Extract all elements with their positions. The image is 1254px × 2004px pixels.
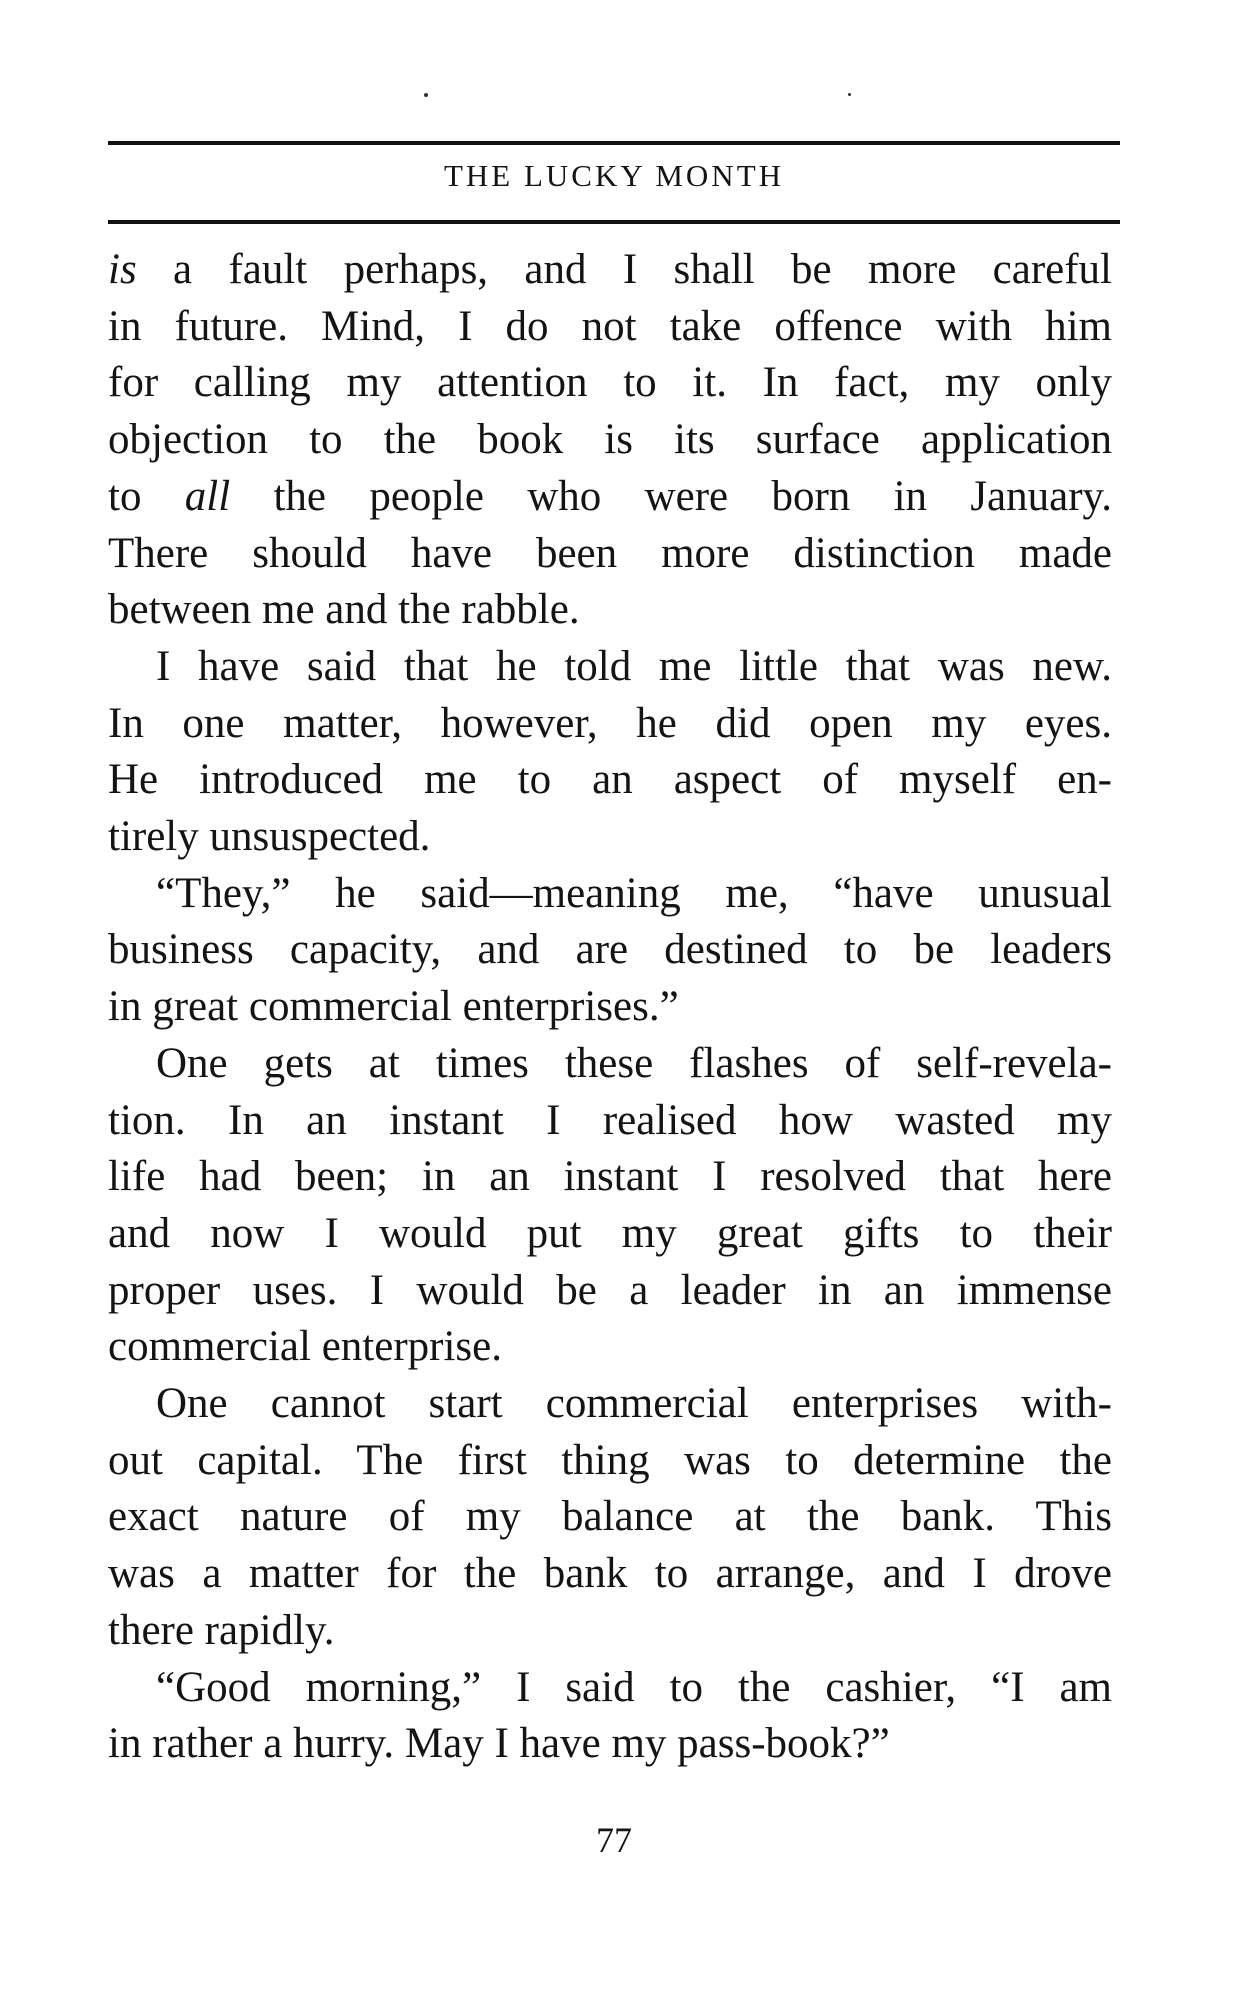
- print-speck: [848, 93, 851, 96]
- text-line: tion. In an instant I realised how wasted my: [108, 1096, 1112, 1144]
- text-line: tirely unsuspected.: [108, 813, 431, 861]
- text-line: between me and the rabble.: [108, 586, 580, 634]
- text-line: business capacity, and are destined to be leaders: [108, 926, 1112, 974]
- text-line: life had been; in an instant I resolved that here: [108, 1153, 1112, 1201]
- text-line: One gets at times these flashes of self-revela-: [156, 1039, 1112, 1087]
- text-line: is a fault perhaps, and I shall be more careful: [108, 246, 1112, 293]
- italic-word: is: [108, 246, 137, 293]
- text-line: In one matter, however, he did open my eyes.: [108, 699, 1112, 747]
- running-head: THE LUCKY MONTH: [443, 158, 785, 193]
- text-line: in future. Mind, I do not take offence with him: [108, 302, 1112, 350]
- text-line: There should have been more distinction made: [108, 529, 1112, 577]
- page-number: 77: [596, 1820, 632, 1860]
- text-line: was a matter for the bank to arrange, and I drove: [108, 1550, 1112, 1598]
- header-rule-top: [108, 141, 1120, 145]
- text-line: out capital. The first thing was to determine the: [108, 1436, 1112, 1484]
- text-line: exact nature of my balance at the bank. This: [108, 1493, 1112, 1541]
- text-line: “They,” he said—meaning me, “have unusual: [156, 869, 1112, 917]
- text-line: and now I would put my great gifts to their: [108, 1209, 1112, 1257]
- text-line: I have said that he told me little that was new.: [156, 642, 1112, 690]
- text-line: in great commercial enterprises.”: [108, 983, 679, 1031]
- header-rule-bottom: [108, 220, 1120, 224]
- text-line: to all the people who were born in January.: [108, 472, 1112, 520]
- italic-word: all: [184, 472, 231, 520]
- text-line: for calling my attention to it. In fact, my only: [108, 359, 1112, 407]
- text-line: “Good morning,” I said to the cashier, “I am: [156, 1663, 1112, 1711]
- body-text: [108, 242, 1112, 1773]
- text-line: there rapidly.: [108, 1606, 335, 1654]
- text-line: He introduced me to an aspect of myself en-: [108, 756, 1112, 804]
- text-line: in rather a hurry. May I have my pass-book?”: [108, 1720, 890, 1768]
- text-line: commercial enterprise.: [108, 1323, 502, 1371]
- print-speck: [424, 93, 428, 97]
- text-line: objection to the book is its surface application: [108, 416, 1112, 464]
- text-line: proper uses. I would be a leader in an immense: [108, 1266, 1112, 1314]
- text-line: One cannot start commercial enterprises with-: [156, 1380, 1112, 1428]
